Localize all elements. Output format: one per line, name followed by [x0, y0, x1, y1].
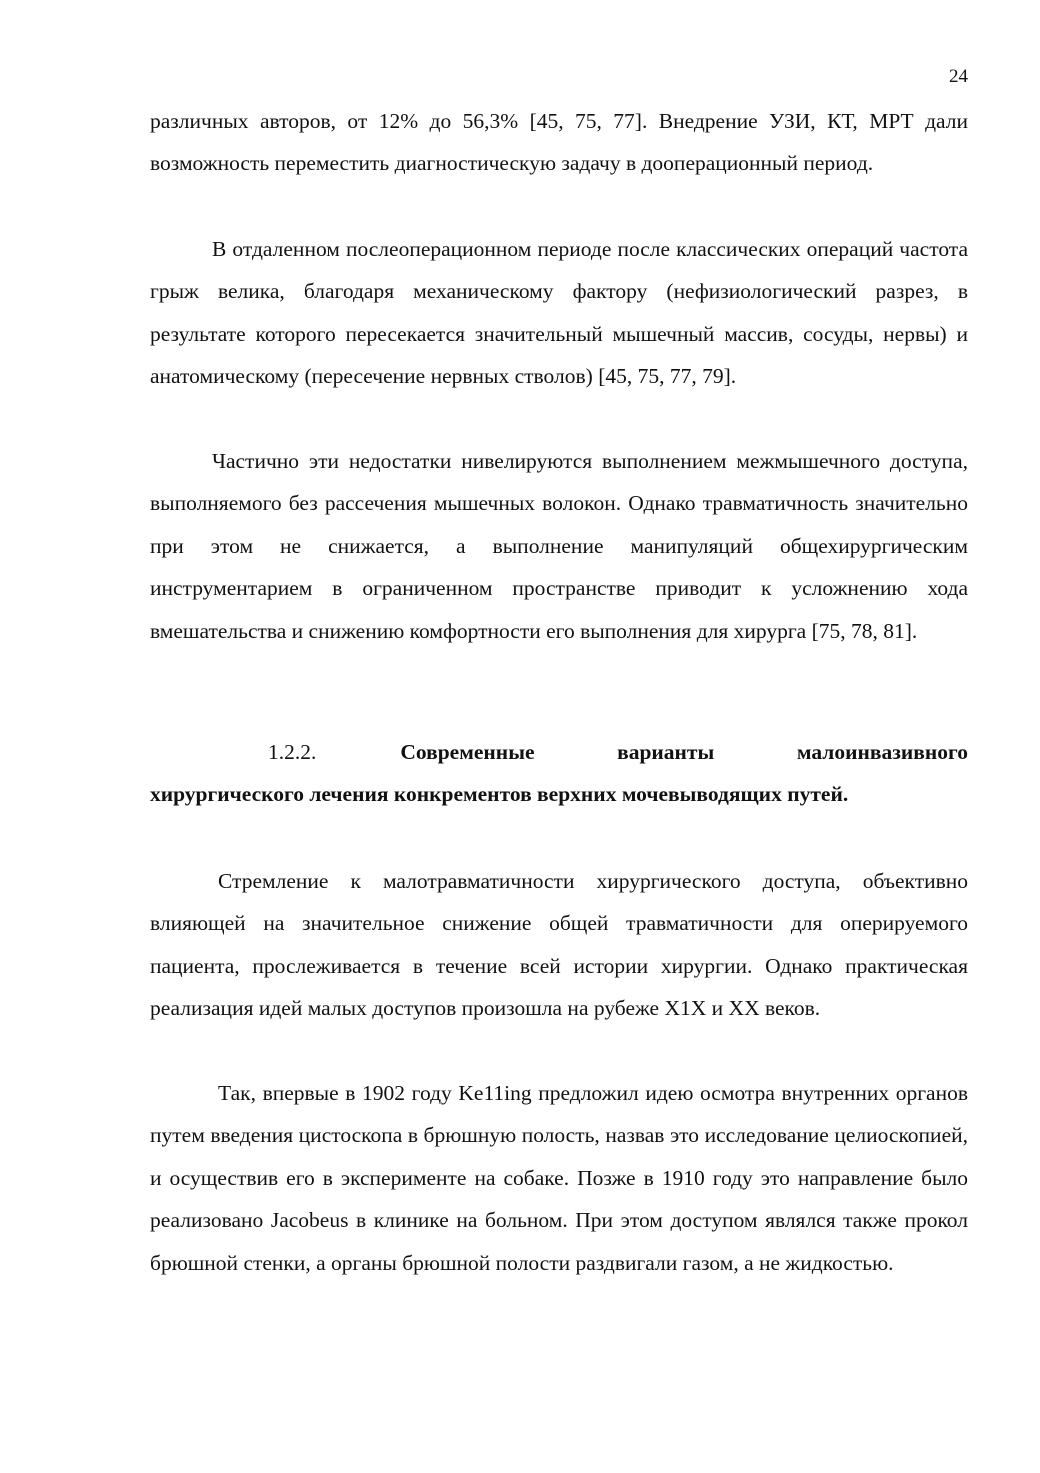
section-heading-word: Современные [400, 740, 535, 764]
section-heading-line1 [150, 731, 968, 773]
paragraph-text: различных авторов, от 12% до 56,3% [45, 75, 77]. Внедрение УЗИ, КТ, МРТ дали возможность переместить диагностическую задачу в дооперационный период. [150, 109, 968, 176]
paragraph-intro [150, 100, 968, 185]
section-number: 1.2.2. [268, 740, 317, 764]
paragraph-intermuscular [150, 440, 968, 652]
paragraph-text: Частично эти недостатки нивелируются выполнением межмышечного доступа, выполняемого без рассечения мышечных волокон. Однако травматичность значительно при этом не снижается, а выполнение манипуляций общехирургическим инструментарием в ограниченном пространстве приводит к усложнению хода вмешательства и снижению комфортности его выполнения для хирурга [75, 78, 81]. [150, 449, 968, 643]
paragraph-hernia [150, 228, 968, 398]
paragraph-text: Так, впервые в 1902 году Ke11ing предложил идею осмотра внутренних органов путем введения цистоскопа в брюшную полость, назвав это исследование целиоскопией, и осуществив его в эксперименте на собаке. Позже в 1910 году это направление было реализовано Jacobeus в клинике на больном. При этом доступом являлся также прокол брюшной стенки, а органы брюшной полости раздвигали газом, а не жидкостью. [150, 1081, 968, 1275]
section-heading-line2: хирургического лечения конкрементов верхних мочевыводящих путей. [150, 782, 849, 807]
paragraph-text: Стремление к малотравматичности хирургического доступа, объективно влияющей на значительное снижение общей травматичности для оперируемого пациента, прослеживается в течение всей истории хирургии. Однако практическая реализация идей малых доступов произошла на рубеже Х1Х и ХХ веков. [150, 869, 968, 1021]
paragraph-minimal-access [150, 860, 968, 1030]
section-heading [150, 731, 968, 816]
paragraph-text: В отдаленном послеоперационном периоде после классических операций частота грыж велика, благодаря механическому фактору (нефизиологический разрез, в результате которого пересекается значительный мышечный массив, сосуды, нервы) и анатомическому (пересечение нервных стволов) [45, 75, 77, 79]. [150, 237, 968, 389]
page-number: 24 [949, 66, 968, 87]
paragraph-history [150, 1072, 968, 1284]
section-heading-word: малоинвазивного [796, 740, 968, 764]
section-heading-word: варианты [617, 740, 715, 764]
